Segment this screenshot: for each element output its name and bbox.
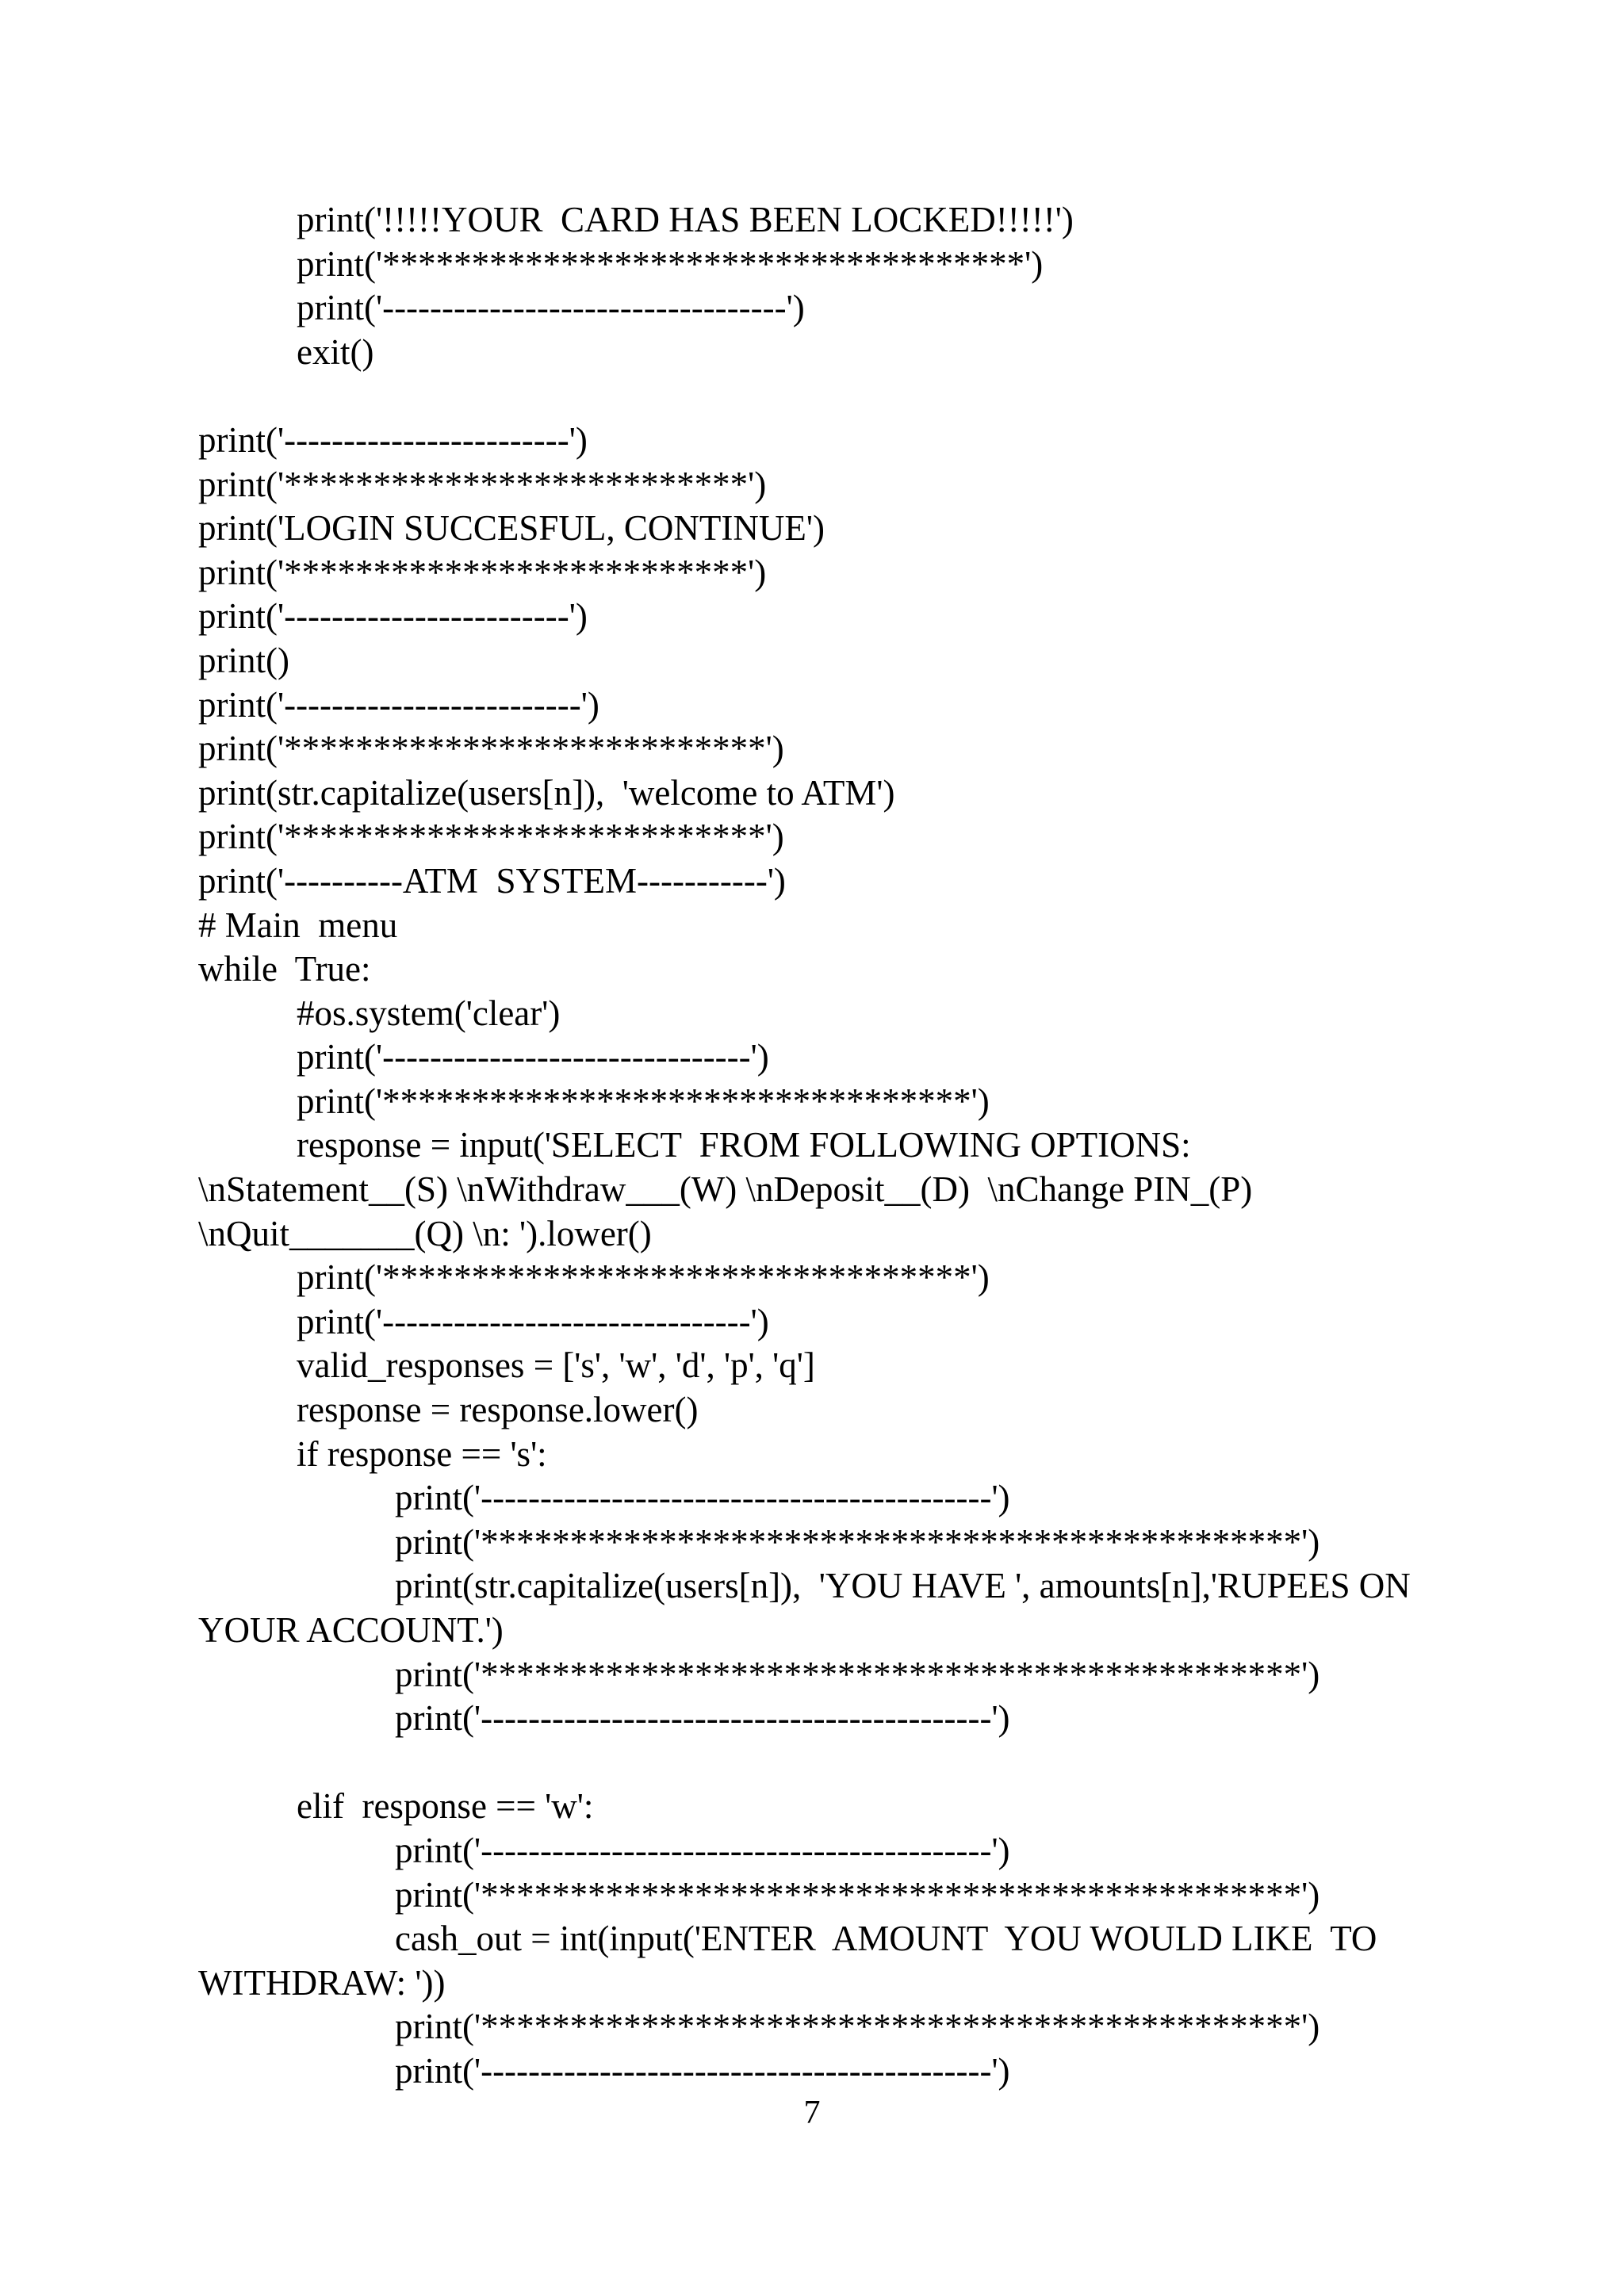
code-line: print('**************************') bbox=[198, 552, 767, 592]
code-line: print('**************************') bbox=[198, 464, 767, 504]
code-listing bbox=[198, 198, 1562, 2094]
code-line: print('***************************') bbox=[198, 817, 784, 857]
code-line: print('-------------------------------------------') bbox=[395, 1478, 1010, 1518]
code-line: print('**********************************************') bbox=[395, 2007, 1320, 2047]
code-line: YOUR ACCOUNT.') bbox=[198, 1610, 504, 1650]
code-line: print('-------------------------') bbox=[198, 684, 599, 725]
code-line: print('----------ATM SYSTEM-----------') bbox=[198, 860, 786, 901]
code-line: print('------------------------') bbox=[198, 419, 588, 460]
code-line: exit() bbox=[297, 331, 374, 372]
code-line: elif response == 'w': bbox=[297, 1786, 594, 1827]
code-line: print('**********************************************') bbox=[395, 1521, 1320, 1562]
code-line: while True: bbox=[198, 949, 371, 989]
code-line: print('----------------------------------') bbox=[297, 288, 805, 328]
code-line: valid_responses = ['s', 'w', 'd', 'p', 'q'] bbox=[297, 1345, 815, 1386]
code-line: print('!!!!!YOUR CARD HAS BEEN LOCKED!!!!!') bbox=[297, 200, 1074, 239]
code-line: print(str.capitalize(users[n]), 'welcome to ATM') bbox=[198, 772, 895, 813]
code-line: print() bbox=[198, 640, 289, 680]
code-line: \nStatement__(S) \nWithdraw___(W) \nDeposit__(D) \nChange PIN_(P) bbox=[198, 1169, 1253, 1210]
code-line: print('-------------------------------') bbox=[297, 1037, 769, 1077]
code-line: print('-------------------------------') bbox=[297, 1301, 769, 1341]
page-number: 7 bbox=[803, 2095, 821, 2131]
code-line: WITHDRAW: ')) bbox=[198, 1962, 446, 2003]
code-line: print('**********************************************') bbox=[395, 1654, 1320, 1694]
code-line: print('***************************') bbox=[198, 729, 784, 769]
code-line: \nQuit_______(Q) \n: ').lower() bbox=[198, 1213, 652, 1253]
code-line: print('-------------------------------------------') bbox=[395, 2050, 1010, 2091]
code-line: cash_out = int(input('ENTER AMOUNT YOU WOULD LIKE TO bbox=[395, 1919, 1377, 1959]
code-line: # Main menu bbox=[198, 905, 398, 945]
code-line: print('*********************************') bbox=[297, 1257, 990, 1298]
code-line: print('LOGIN SUCCESFUL, CONTINUE') bbox=[198, 508, 825, 549]
code-line: if response == 's': bbox=[297, 1433, 547, 1474]
code-line: print('------------------------') bbox=[198, 596, 588, 637]
code-line: #os.system('clear') bbox=[297, 993, 561, 1033]
code-line: print('*********************************') bbox=[297, 1081, 990, 1121]
code-line: print('-------------------------------------------') bbox=[395, 1698, 1010, 1739]
code-line: print(str.capitalize(users[n]), 'YOU HAVE ', amounts[n],'RUPEES ON bbox=[395, 1566, 1411, 1606]
blank-line bbox=[198, 1741, 1562, 1785]
code-line: print('-------------------------------------------') bbox=[395, 1830, 1010, 1870]
code-line: response = response.lower() bbox=[297, 1390, 699, 1430]
code-line: print('**********************************************') bbox=[395, 1874, 1320, 1915]
code-line: response = input('SELECT FROM FOLLOWING OPTIONS: bbox=[297, 1125, 1191, 1165]
blank-line bbox=[198, 374, 1562, 419]
code-line: print('************************************') bbox=[297, 243, 1044, 284]
